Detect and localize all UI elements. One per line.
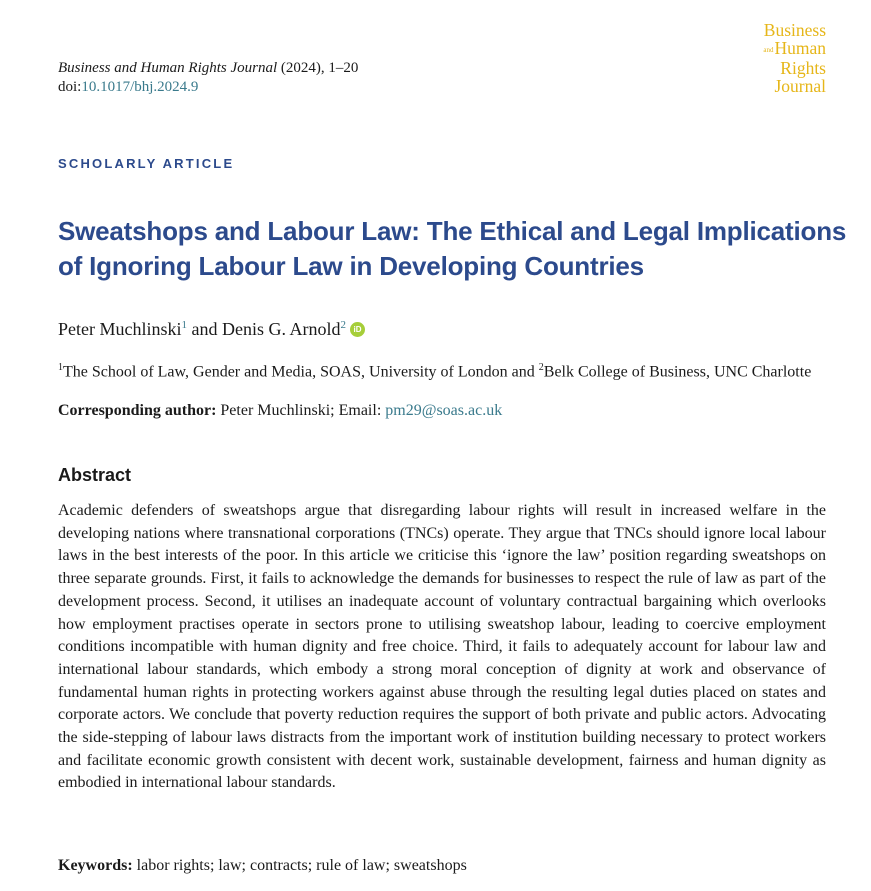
logo-line-rights: Rights <box>780 57 826 78</box>
author-line <box>58 319 365 340</box>
keywords-text: labor rights; law; contracts; rule of law; sweatshops <box>132 857 467 874</box>
email-link[interactable]: pm29@soas.ac.uk <box>385 402 503 419</box>
logo-line-journal: Journal <box>774 75 826 96</box>
abstract-heading: Abstract <box>58 465 132 485</box>
affil-2-text: Belk College of Business, UNC Charlotte <box>543 363 812 381</box>
logo-line-business: Business <box>763 20 826 40</box>
keywords <box>58 857 467 875</box>
abstract-text: Academic defenders of sweatshops argue that disregarding labour rights will result in increased welfare in the developing nations where transnational corporations (TNCs) operate. They argue that TNCs should ignore local labour laws in the best interests of the poor. In this article we criticise this ‘ignore the law’ position regarding sweatshops on three separate grounds. First, it fails to acknowledge the demands for businesses to respect the rule of law as part of the development process. Second, it utilises an inadequate account of voluntary contractual bargaining which overlooks how employment practises operate in sectors prone to utilising sweatshop labour, leading to coercive employment conditions incompatible with human dignity and free choice. Third, it fails to adequately account for labour law and international labour standards, which embody a strong moral conception of dignity at work and observance of fundamental human rights in protecting workers against abuse through the resulting legal duties placed on states and corporate actors. We conclude that poverty reduction requires the support of both private and public actors. Advocating the side-stepping of labour laws distracts from the important work of institution building necessary to protect workers and facilitate economic growth consistent with decent work, sustainable development, fairness and human dignity as embodied in international labour standards. <box>58 502 826 792</box>
corresponding-label: Corresponding author: <box>58 402 217 419</box>
author-2[interactable]: Denis G. Arnold <box>222 319 341 339</box>
keywords-label: Keywords: <box>58 857 133 874</box>
logo-line-human: Human <box>774 38 826 58</box>
affiliations <box>58 357 826 383</box>
logo-and: and <box>763 45 774 54</box>
author-1-affil-ref: 1 <box>181 319 187 331</box>
corresponding-author <box>58 402 502 420</box>
article-type-label: SCHOLARLY ARTICLE <box>58 156 235 171</box>
author-1[interactable]: Peter Muchlinski <box>58 319 182 339</box>
journal-citation <box>58 59 358 97</box>
journal-year-pages: (2024), 1–20 <box>277 60 359 76</box>
orcid-icon[interactable]: iD <box>350 322 365 337</box>
journal-name: Business and Human Rights Journal <box>58 60 278 76</box>
article-title: Sweatshops and Labour Law: The Ethical and Legal Implications of Ignoring Labour Law in Developing Countries <box>58 216 847 281</box>
author-connector: and <box>187 319 222 339</box>
affil-1-marker: 1 <box>58 362 63 373</box>
doi-prefix: doi: <box>58 79 82 95</box>
doi-link[interactable]: 10.1017/bhj.2024.9 <box>81 79 199 95</box>
affil-1-text: The School of Law, Gender and Media, SOAS, University of London and <box>63 363 539 381</box>
author-2-affil-ref: 2 <box>340 319 346 331</box>
affil-2-marker: 2 <box>538 362 544 373</box>
corresponding-text: Peter Muchlinski; Email: <box>216 402 386 419</box>
journal-logo <box>763 21 826 95</box>
